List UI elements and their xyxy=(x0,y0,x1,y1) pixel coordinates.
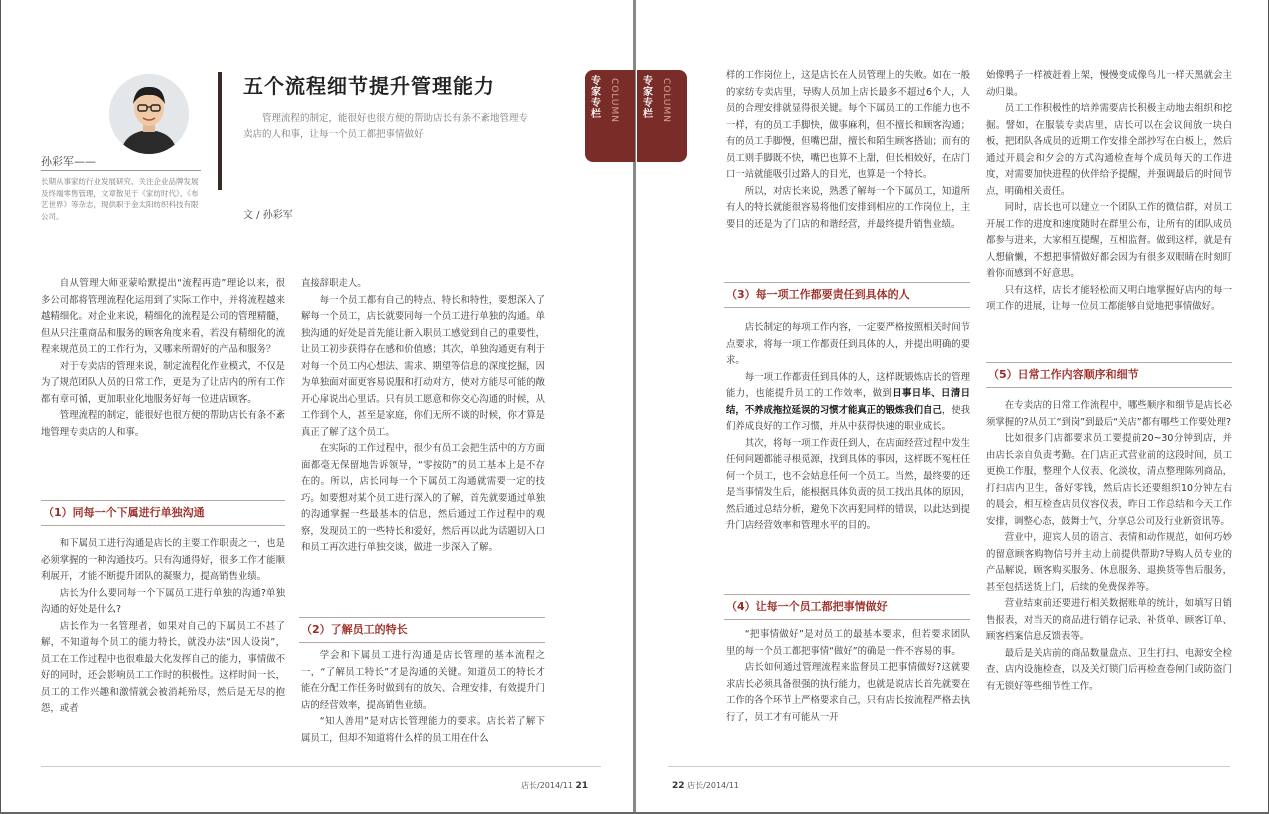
author-portrait-icon xyxy=(109,74,189,154)
text-run: 每一项工作都责任到具体的人，这样既锻炼店长的管理能力，也能提升员工的工作效率，做到 xyxy=(726,371,970,399)
paragraph: 最后是关店前的商品数量盘点、卫生打扫、电源安全检查、店内设施检查，以及关灯锁门后再检查卷闸门或防盗门有无锁好等些细节性工作。 xyxy=(986,647,1232,692)
paragraph: 店长作为一名管理者，如果对自己的下属员工不甚了解，不知道每个员工的能力特长，就没办法“因人设岗”，员工在工作过程中也很难最大化发挥自己的能力，事情做不好的同时，还会影响员工工作时的积极性。这样时间一长，员工的工作兴趣和激情就会被消耗殆尽，然后是无尽的抱怨，或者 xyxy=(41,620,285,714)
column-4 xyxy=(986,68,1232,316)
paragraph: 员工工作积极性的培养需要店长积极主动地去组织和挖掘。譬如，在服装专卖店里，店长可以在会议间放一块白板，把团队各成员的近期工作安排全部抄写在白板上，然后通过开晨会和夕会的方式沟通检查每个成员每天的工作进度，对需要加快进程的伙伴给予提醒，并强调最后的时间节点，明确相关责任。 xyxy=(986,103,1232,197)
column-tag-label: 专家专栏 xyxy=(643,76,653,120)
column-2 xyxy=(301,276,545,557)
paragraph: 和下属员工进行沟通是店长的主要工作职责之一，也是必须掌握的一种沟通技巧。只有沟通得好，很多工作才能顺利展开，才能不断提升团队的凝聚力，提高销售业绩。 xyxy=(41,538,285,582)
right-page xyxy=(636,0,1269,814)
paragraph: 学会和下属员工进行沟通是店长管理的基本流程之一，“了解员工特长”才是沟通的关键。知道员工的特长才能在分配工作任务时做到有的放矢、合理安排，有效提升门店的经营效率，提高销售业绩。 xyxy=(301,650,545,711)
section-heading-2: （2）了解员工的特长 xyxy=(299,617,545,643)
paragraph: 管理流程的制定，能很好也很方便的帮助店长有条不紊地管理专卖店的人和事。 xyxy=(41,410,285,438)
footer-left xyxy=(521,780,588,791)
paragraph: 自从管理大师亚蒙哈默提出“流程再造”理论以来，很多公司都将管理流程化运用到了实际工作中，并将流程越来越精细化。对企业来说，精细化的流程是公司的管理精髓，但从只注重商品和服务的顾客角度来看，若没有精细化的流程来规范员工的工作行为，又哪来所谓好的产品和服务？ xyxy=(41,278,285,355)
author-name: 孙彩军—— xyxy=(41,155,96,168)
paragraph: “把事情做好”是对员工的最基本要求，但若要求团队里的每一个员工都把事情“做好”的确是一件不容易的事。 xyxy=(726,629,970,657)
section-heading-1: （1）同每一个下属进行单独沟通 xyxy=(41,500,285,526)
footer-issue: 店长/2014/11 xyxy=(687,781,740,790)
column-1 xyxy=(41,276,285,441)
footer-issue: 店长/2014/11 xyxy=(521,781,573,790)
column-3-cont2 xyxy=(726,627,970,726)
column-3-cont xyxy=(726,320,970,535)
author-bio: 长期从事家纺行业发展研究、关注企业品牌发展及终端零售管理，文章散见于《家纺时代》、《布艺世界》等杂志，现供职于金太阳纺织科技有限公司。 xyxy=(41,177,199,221)
author-photo xyxy=(109,74,189,154)
column-tag-label: 专家专栏 xyxy=(591,76,601,120)
paragraph: 直接辞职走人。 xyxy=(301,278,367,289)
paragraph: 店长为什么要同每一个下属员工进行单独的沟通?单独沟通的好处是什么? xyxy=(41,587,285,615)
paragraph: 样的工作岗位上，这是店长在人员管理上的失败。如在一般的家纺专卖店里，导购人员加上店长最多不超过6个人，人员的合理安排就显得很关键。每个下属员工的工作能力也不一样，有的员工手脚快，做事麻利，但不擅长和顾客沟通；有的员工手脚慢，但嘴巴甜，擅长和陌生顾客搭讪；而有的员工则手脚既不快，嘴巴也算不上甜，但长相姣好，在店门口一站就能吸引过路人的目光，也算是一个特长。 xyxy=(726,70,970,180)
emphasis-text: 日事日毕、日清日结，不养成拖拉延误的习惯才能真正的锻炼我们自己 xyxy=(726,388,970,416)
paragraph: 店长如何通过管理流程来监督员工把事情做好?这就要求店长必须具备很强的执行能力，也就是说店长首先就要在工作的各个环节上严格要求自己，只有店长按流程严格去执行了，员工才有可能从一开 xyxy=(726,662,970,723)
column-2-cont xyxy=(301,648,545,747)
section-heading-5: （5）日常工作内容顺序和细节 xyxy=(986,362,1232,388)
column-tag-english: COLUMN xyxy=(661,78,671,124)
column-4-cont xyxy=(986,398,1232,695)
footer-divider xyxy=(41,766,601,767)
paragraph: 始像鸭子一样被赶着上架，慢慢变成像鸟儿一样天黑就会主动归巢。 xyxy=(986,70,1232,98)
paragraph: 营业中，迎宾人员的语言、表情和动作规范，如何巧妙的留意顾客购物信号并主动上前提供帮助?导购人员专业的产品解说，顾客购买服务、休息服务、退换货等售后服务，甚至包括送货上门，后续的免费保养等。 xyxy=(986,532,1232,593)
paragraph: 比如很多门店都要求员工要提前20~30分钟到店，并由店长亲自负责考勤。在门店正式营业前的这段时间，员工更换工作服，整理个人仪表、化淡妆，清点整理陈列商品，打扫店内卫生，备好零钱，然后店长还要组织10分钟左右的晨会，相互检查店员仪容仪表，昨日工作总结和今天工作安排，调整心态，鼓舞士气，分享总公司及行业新资讯等。 xyxy=(986,433,1232,527)
article-lead: 管理流程的制定，能很好也很方便的帮助店长有条不紊地管理专卖店的人和事，让每一个员工都把事情做好 xyxy=(243,113,529,140)
page-number: 21 xyxy=(575,781,589,791)
paragraph: 所以，对店长来说，熟悉了解每一个下属员工，知道所有人的特长就能很容易将他们安排到相应的工作岗位上，主要目的还是为了门店的和谐经营，并最终提升销售业绩。 xyxy=(726,185,970,230)
paragraph: 其次，将每一项工作责任到人，在店面经营过程中发生任何问题都能寻根觅源，找到具体的事因，这样既不冤枉任何一个员工，也不会姑息任何一个员工。当然，最终要的还是当事情发生后，能根据具体负责的员工找出具体的原因，然后通过总结分析，避免下次再犯同样的错误，以此达到提升门店经营效率和管理水平的目的。 xyxy=(726,437,970,531)
section-heading-4: （4）让每一个员工都把事情做好 xyxy=(724,594,970,620)
column-3 xyxy=(726,68,970,233)
left-page xyxy=(0,0,634,814)
page-number: 22 xyxy=(672,781,685,791)
text-run: ，使我们养成良好的工作习惯，并从中获得快速的职业成长。 xyxy=(726,404,970,432)
paragraph: 在专卖店的日常工作流程中，哪些顺序和细节是店长必须掌握的?从员工“到岗”到最后“关店”都有哪些工作要处理? xyxy=(986,400,1232,428)
paragraph: 同时，店长也可以建立一个团队工作的微信群，对员工开展工作的进度和速度随时在群里公布，让所有的团队成员都参与进来，大家相互提醒，互相监督。做到这样，就是有人想偷懒，不想把事情做好都会因为有很多双眼睛在时刻盯着你而感到不好意思。 xyxy=(986,202,1232,279)
footer-divider xyxy=(668,766,1230,767)
column-1-cont xyxy=(41,536,285,718)
footer-right xyxy=(672,780,739,791)
paragraph: 只有这样，店长才能轻松而又明白地掌握好店内的每一项工作的进展，让每一位员工都能够自觉地把事情做好。 xyxy=(986,284,1232,312)
author-divider xyxy=(41,170,201,171)
article-title: 五个流程细节提升管理能力 xyxy=(243,74,495,98)
column-tag-english: COLUMN xyxy=(609,78,619,124)
paragraph: 店长制定的每项工作内容，一定要严格按照相关时间节点要求，将每一项工作都责任到具体的人，并提出明确的要求。 xyxy=(726,322,970,366)
column-tag-left xyxy=(585,70,635,162)
title-accent-bar xyxy=(218,72,222,190)
paragraph: “知人善用”是对店长管理能力的要求。店长若了解下属员工，但却不知道将什么样的员工用在什么 xyxy=(301,716,545,744)
paragraph: 对于专卖店的管理来说，制定流程化作业模式，不仅是为了规范团队人员的日常工作，更是为了让店内的所有工作都有章可循，更加职业化地服务好每一位进店顾客。 xyxy=(41,360,285,405)
paragraph xyxy=(726,370,970,436)
byline: 文 / 孙彩军 xyxy=(243,210,293,221)
paragraph: 在实际的工作过程中，很少有员工会把生活中的方方面面都毫无保留地告诉领导，“零按防”的员工基本上是不存在的。所以，店长同每一个下属员工沟通就需要一定的技巧。如要想对某个员工进行深入的了解，首先就要通过单独的沟通掌握一些最基本的信息，然后通过工作过程中的观察，发现员工的一些特长和爱好，然后再以此为话题切入口和员工再次进行单独交谈，做进一步深入了解。 xyxy=(301,443,545,553)
paragraph: 每一个员工都有自己的特点、特长和特性，要想深入了解每一个员工，店长就要同每一个员工进行单独的沟通。单独沟通的好处是首先能让新入职员工感觉到自己的重要性，让员工初步获得存在感和价值感；其次，单独沟通更有利于对每一个员工内心想法、需求、期望等信息的深度挖掘，因为单独面对面更容易说服和打动对方，使对方能尽可能的敞开心扉说出心里话。只有员工愿意和你交心沟通的时候，从工作到个人，甚至是家庭，你们无所不谈的时候，你才算是真正了解了这个员工。 xyxy=(301,294,545,438)
paragraph: 营业结束前还要进行相关数据账单的统计，如填写日销售报表，对当天的商品进行销存记录、补货单、顾客订单、顾客档案信息反馈表等。 xyxy=(986,598,1232,642)
section-heading-3: （3）每一项工作都要责任到具体的人 xyxy=(724,282,970,308)
